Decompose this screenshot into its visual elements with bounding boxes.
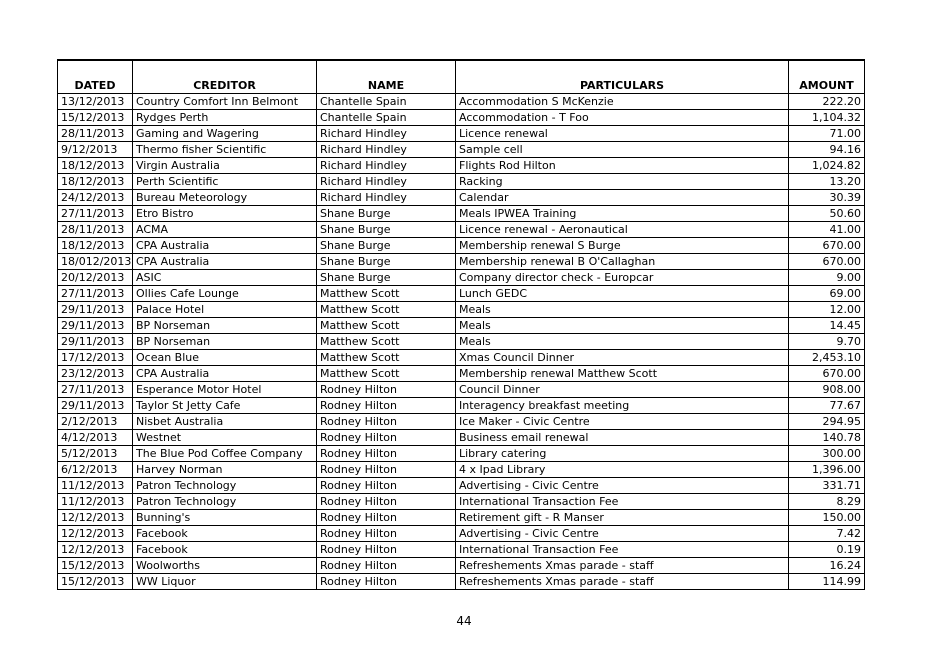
cell-amount: 69.00 bbox=[789, 286, 865, 302]
cell-name: Matthew Scott bbox=[317, 334, 456, 350]
cell-name: Rodney Hilton bbox=[317, 382, 456, 398]
cell-name: Matthew Scott bbox=[317, 286, 456, 302]
cell-particulars: Advertising - Civic Centre bbox=[456, 526, 789, 542]
cell-particulars: International Transaction Fee bbox=[456, 494, 789, 510]
cell-amount: 50.60 bbox=[789, 206, 865, 222]
cell-name: Matthew Scott bbox=[317, 318, 456, 334]
table-row bbox=[58, 238, 865, 254]
cell-name: Rodney Hilton bbox=[317, 558, 456, 574]
cell-amount: 150.00 bbox=[789, 510, 865, 526]
cell-dated: 12/12/2013 bbox=[58, 510, 133, 526]
header-particulars: PARTICULARS bbox=[456, 60, 789, 94]
cell-name: Shane Burge bbox=[317, 222, 456, 238]
cell-particulars: Library catering bbox=[456, 446, 789, 462]
cell-amount: 908.00 bbox=[789, 382, 865, 398]
cell-particulars: Advertising - Civic Centre bbox=[456, 478, 789, 494]
table-row bbox=[58, 158, 865, 174]
table-row bbox=[58, 558, 865, 574]
table-row bbox=[58, 206, 865, 222]
cell-creditor: Esperance Motor Hotel bbox=[133, 382, 317, 398]
table-row bbox=[58, 222, 865, 238]
table-row bbox=[58, 174, 865, 190]
cell-name: Matthew Scott bbox=[317, 366, 456, 382]
cell-amount: 1,396.00 bbox=[789, 462, 865, 478]
table-row bbox=[58, 366, 865, 382]
cell-creditor: Facebook bbox=[133, 526, 317, 542]
cell-amount: 8.29 bbox=[789, 494, 865, 510]
cell-name: Richard Hindley bbox=[317, 142, 456, 158]
cell-particulars: Licence renewal bbox=[456, 126, 789, 142]
table-row bbox=[58, 318, 865, 334]
cell-dated: 29/11/2013 bbox=[58, 318, 133, 334]
table-row bbox=[58, 494, 865, 510]
cell-amount: 12.00 bbox=[789, 302, 865, 318]
cell-particulars: Refreshements Xmas parade - staff bbox=[456, 558, 789, 574]
cell-particulars: Meals bbox=[456, 334, 789, 350]
header-amount: AMOUNT bbox=[789, 60, 865, 94]
cell-creditor: Virgin Australia bbox=[133, 158, 317, 174]
cell-amount: 670.00 bbox=[789, 238, 865, 254]
cell-dated: 28/11/2013 bbox=[58, 126, 133, 142]
cell-particulars: Accommodation S McKenzie bbox=[456, 94, 789, 110]
cell-creditor: ASIC bbox=[133, 270, 317, 286]
cell-creditor: Patron Technology bbox=[133, 478, 317, 494]
cell-dated: 17/12/2013 bbox=[58, 350, 133, 366]
cell-name: Chantelle Spain bbox=[317, 94, 456, 110]
cell-amount: 9.00 bbox=[789, 270, 865, 286]
cell-name: Rodney Hilton bbox=[317, 430, 456, 446]
cell-dated: 27/11/2013 bbox=[58, 382, 133, 398]
cell-particulars: Membership renewal Matthew Scott bbox=[456, 366, 789, 382]
cell-dated: 20/12/2013 bbox=[58, 270, 133, 286]
cell-creditor: BP Norseman bbox=[133, 318, 317, 334]
cell-amount: 71.00 bbox=[789, 126, 865, 142]
cell-creditor: Palace Hotel bbox=[133, 302, 317, 318]
table-row bbox=[58, 110, 865, 126]
cell-creditor: Perth Scientific bbox=[133, 174, 317, 190]
cell-particulars: Retirement gift - R Manser bbox=[456, 510, 789, 526]
cell-dated: 15/12/2013 bbox=[58, 558, 133, 574]
cell-name: Rodney Hilton bbox=[317, 510, 456, 526]
table-row bbox=[58, 446, 865, 462]
table-row bbox=[58, 414, 865, 430]
cell-creditor: ACMA bbox=[133, 222, 317, 238]
cell-amount: 331.71 bbox=[789, 478, 865, 494]
cell-creditor: CPA Australia bbox=[133, 366, 317, 382]
cell-creditor: Taylor St Jetty Cafe bbox=[133, 398, 317, 414]
table-row bbox=[58, 254, 865, 270]
table-row bbox=[58, 302, 865, 318]
header-name: NAME bbox=[317, 60, 456, 94]
cell-amount: 13.20 bbox=[789, 174, 865, 190]
cell-creditor: The Blue Pod Coffee Company bbox=[133, 446, 317, 462]
cell-amount: 1,104.32 bbox=[789, 110, 865, 126]
cell-amount: 7.42 bbox=[789, 526, 865, 542]
cell-particulars: International Transaction Fee bbox=[456, 542, 789, 558]
table-row bbox=[58, 478, 865, 494]
cell-name: Rodney Hilton bbox=[317, 446, 456, 462]
table-row bbox=[58, 542, 865, 558]
table-row bbox=[58, 526, 865, 542]
cell-dated: 11/12/2013 bbox=[58, 478, 133, 494]
cell-dated: 18/012/2013 bbox=[58, 254, 133, 270]
cell-name: Chantelle Spain bbox=[317, 110, 456, 126]
cell-dated: 29/11/2013 bbox=[58, 398, 133, 414]
cell-creditor: Harvey Norman bbox=[133, 462, 317, 478]
cell-dated: 15/12/2013 bbox=[58, 110, 133, 126]
cell-amount: 670.00 bbox=[789, 254, 865, 270]
table-row bbox=[58, 462, 865, 478]
cell-creditor: Ollies Cafe Lounge bbox=[133, 286, 317, 302]
table-row bbox=[58, 334, 865, 350]
cell-particulars: Calendar bbox=[456, 190, 789, 206]
cell-particulars: Lunch GEDC bbox=[456, 286, 789, 302]
cell-creditor: Gaming and Wagering bbox=[133, 126, 317, 142]
cell-dated: 27/11/2013 bbox=[58, 206, 133, 222]
cell-dated: 15/12/2013 bbox=[58, 574, 133, 590]
cell-name: Shane Burge bbox=[317, 238, 456, 254]
cell-dated: 18/12/2013 bbox=[58, 158, 133, 174]
cell-amount: 2,453.10 bbox=[789, 350, 865, 366]
cell-particulars: Business email renewal bbox=[456, 430, 789, 446]
cell-creditor: Ocean Blue bbox=[133, 350, 317, 366]
cell-name: Richard Hindley bbox=[317, 158, 456, 174]
cell-creditor: Country Comfort Inn Belmont bbox=[133, 94, 317, 110]
cell-dated: 28/11/2013 bbox=[58, 222, 133, 238]
cell-name: Matthew Scott bbox=[317, 350, 456, 366]
cell-dated: 6/12/2013 bbox=[58, 462, 133, 478]
table-row bbox=[58, 574, 865, 590]
table-row bbox=[58, 430, 865, 446]
cell-creditor: Westnet bbox=[133, 430, 317, 446]
cell-amount: 294.95 bbox=[789, 414, 865, 430]
cell-creditor: Nisbet Australia bbox=[133, 414, 317, 430]
cell-name: Rodney Hilton bbox=[317, 526, 456, 542]
cell-amount: 41.00 bbox=[789, 222, 865, 238]
cell-name: Richard Hindley bbox=[317, 174, 456, 190]
cell-particulars: Interagency breakfast meeting bbox=[456, 398, 789, 414]
header-creditor: CREDITOR bbox=[133, 60, 317, 94]
cell-name: Rodney Hilton bbox=[317, 574, 456, 590]
cell-particulars: Company director check - Europcar bbox=[456, 270, 789, 286]
cell-particulars: Accommodation - T Foo bbox=[456, 110, 789, 126]
table-row bbox=[58, 382, 865, 398]
cell-dated: 4/12/2013 bbox=[58, 430, 133, 446]
cell-dated: 18/12/2013 bbox=[58, 238, 133, 254]
cell-creditor: Rydges Perth bbox=[133, 110, 317, 126]
cell-dated: 23/12/2013 bbox=[58, 366, 133, 382]
cell-name: Rodney Hilton bbox=[317, 542, 456, 558]
cell-amount: 114.99 bbox=[789, 574, 865, 590]
cell-amount: 9.70 bbox=[789, 334, 865, 350]
table-row bbox=[58, 286, 865, 302]
cell-name: Shane Burge bbox=[317, 206, 456, 222]
cell-dated: 12/12/2013 bbox=[58, 542, 133, 558]
cell-dated: 11/12/2013 bbox=[58, 494, 133, 510]
cell-dated: 29/11/2013 bbox=[58, 302, 133, 318]
cell-creditor: Facebook bbox=[133, 542, 317, 558]
header-dated: DATED bbox=[58, 60, 133, 94]
cell-dated: 18/12/2013 bbox=[58, 174, 133, 190]
cell-name: Rodney Hilton bbox=[317, 494, 456, 510]
cell-amount: 16.24 bbox=[789, 558, 865, 574]
payments-table bbox=[57, 59, 865, 590]
page-number: 44 bbox=[456, 614, 472, 628]
cell-dated: 27/11/2013 bbox=[58, 286, 133, 302]
cell-name: Richard Hindley bbox=[317, 126, 456, 142]
cell-creditor: Bureau Meteorology bbox=[133, 190, 317, 206]
table-row bbox=[58, 126, 865, 142]
cell-dated: 5/12/2013 bbox=[58, 446, 133, 462]
cell-dated: 12/12/2013 bbox=[58, 526, 133, 542]
cell-particulars: Xmas Council Dinner bbox=[456, 350, 789, 366]
cell-particulars: Meals bbox=[456, 318, 789, 334]
cell-amount: 94.16 bbox=[789, 142, 865, 158]
cell-particulars: Membership renewal S Burge bbox=[456, 238, 789, 254]
cell-dated: 29/11/2013 bbox=[58, 334, 133, 350]
table-row bbox=[58, 510, 865, 526]
cell-particulars: Meals bbox=[456, 302, 789, 318]
table-row bbox=[58, 350, 865, 366]
cell-dated: 13/12/2013 bbox=[58, 94, 133, 110]
cell-particulars: Ice Maker - Civic Centre bbox=[456, 414, 789, 430]
cell-particulars: Membership renewal B O'Callaghan bbox=[456, 254, 789, 270]
cell-creditor: Thermo fisher Scientific bbox=[133, 142, 317, 158]
table-row bbox=[58, 142, 865, 158]
cell-amount: 77.67 bbox=[789, 398, 865, 414]
cell-creditor: Patron Technology bbox=[133, 494, 317, 510]
cell-name: Rodney Hilton bbox=[317, 414, 456, 430]
table-row bbox=[58, 94, 865, 110]
cell-creditor: CPA Australia bbox=[133, 254, 317, 270]
cell-particulars: Racking bbox=[456, 174, 789, 190]
table-row bbox=[58, 190, 865, 206]
cell-creditor: CPA Australia bbox=[133, 238, 317, 254]
cell-name: Richard Hindley bbox=[317, 190, 456, 206]
cell-amount: 222.20 bbox=[789, 94, 865, 110]
cell-name: Matthew Scott bbox=[317, 302, 456, 318]
cell-particulars: Flights Rod Hilton bbox=[456, 158, 789, 174]
cell-amount: 30.39 bbox=[789, 190, 865, 206]
cell-particulars: 4 x Ipad Library bbox=[456, 462, 789, 478]
cell-amount: 1,024.82 bbox=[789, 158, 865, 174]
table-row bbox=[58, 270, 865, 286]
cell-amount: 0.19 bbox=[789, 542, 865, 558]
cell-creditor: Etro Bistro bbox=[133, 206, 317, 222]
cell-name: Rodney Hilton bbox=[317, 478, 456, 494]
cell-dated: 24/12/2013 bbox=[58, 190, 133, 206]
cell-dated: 9/12/2013 bbox=[58, 142, 133, 158]
cell-name: Shane Burge bbox=[317, 270, 456, 286]
cell-particulars: Meals IPWEA Training bbox=[456, 206, 789, 222]
cell-creditor: Bunning's bbox=[133, 510, 317, 526]
table-row bbox=[58, 398, 865, 414]
cell-amount: 300.00 bbox=[789, 446, 865, 462]
header-row bbox=[58, 60, 865, 94]
cell-particulars: Council Dinner bbox=[456, 382, 789, 398]
cell-particulars: Refreshements Xmas parade - staff bbox=[456, 574, 789, 590]
cell-name: Shane Burge bbox=[317, 254, 456, 270]
cell-name: Rodney Hilton bbox=[317, 462, 456, 478]
cell-dated: 2/12/2013 bbox=[58, 414, 133, 430]
cell-creditor: BP Norseman bbox=[133, 334, 317, 350]
cell-particulars: Licence renewal - Aeronautical bbox=[456, 222, 789, 238]
cell-amount: 14.45 bbox=[789, 318, 865, 334]
cell-amount: 140.78 bbox=[789, 430, 865, 446]
cell-creditor: WW Liquor bbox=[133, 574, 317, 590]
cell-creditor: Woolworths bbox=[133, 558, 317, 574]
cell-name: Rodney Hilton bbox=[317, 398, 456, 414]
cell-particulars: Sample cell bbox=[456, 142, 789, 158]
cell-amount: 670.00 bbox=[789, 366, 865, 382]
